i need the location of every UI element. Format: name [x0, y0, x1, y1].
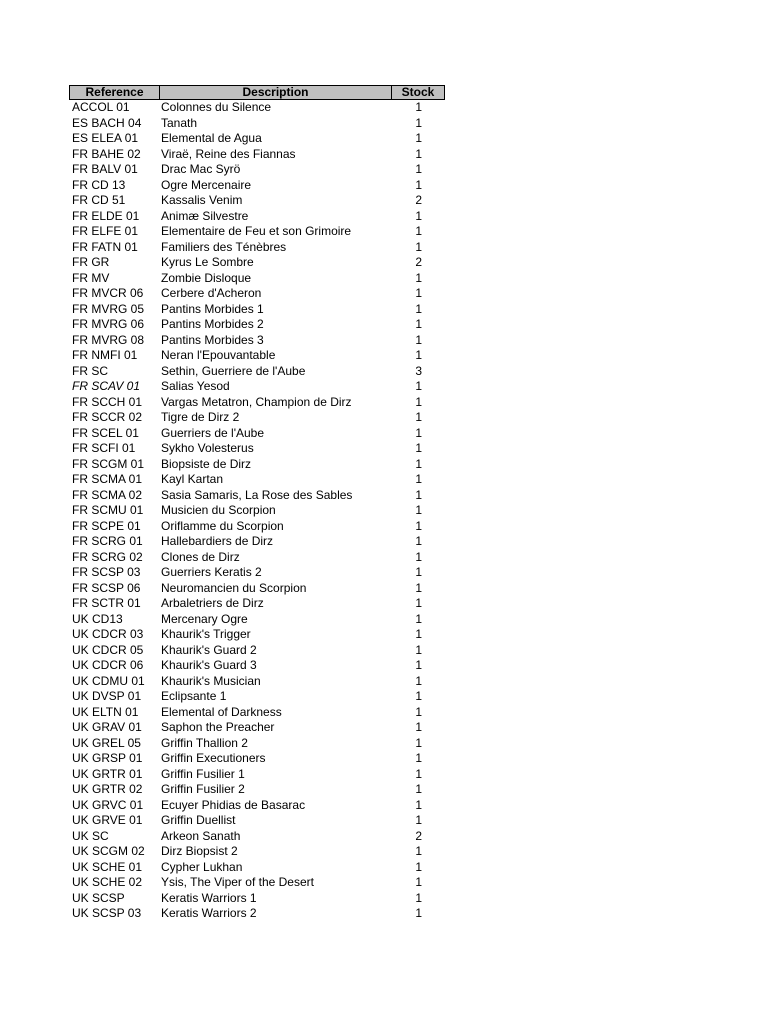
table-row [69, 875, 445, 891]
table-row [69, 643, 445, 659]
table-row [69, 286, 445, 302]
table-row [69, 813, 445, 829]
row-reference: FR GR [72, 255, 110, 269]
row-reference: FR MVRG 08 [72, 332, 145, 347]
table-row [69, 751, 445, 767]
row-stock: 1 [415, 720, 422, 734]
row-reference: FR SCGM 01 [72, 456, 145, 471]
row-reference: FR FATN 01 [72, 239, 138, 254]
row-reference: UK GRVC 01 [72, 797, 144, 812]
row-stock: 1 [415, 875, 422, 889]
row-description: Tanath [161, 115, 198, 130]
row-description: Griffin Duellist [161, 813, 236, 827]
row-reference: UK CDCR 05 [72, 642, 144, 657]
table-row [69, 829, 445, 845]
header-stock: Stock [401, 85, 435, 99]
row-stock: 1 [415, 766, 422, 781]
row-description: Khaurik's Trigger [161, 627, 251, 641]
row-description: Cypher Lukhan [161, 859, 243, 874]
row-reference: UK SCSP [72, 890, 125, 905]
row-description: Cerbere d'Acheron [161, 286, 262, 300]
row-reference: UK SCHE 01 [72, 859, 143, 874]
row-description: Dirz Biopsist 2 [161, 844, 238, 858]
row-reference: FR SCMU 01 [72, 503, 144, 517]
row-stock: 1 [415, 146, 422, 161]
table-row [69, 441, 445, 457]
table-row [69, 240, 445, 256]
row-stock: 1 [415, 379, 422, 393]
row-stock: 1 [415, 704, 422, 719]
row-reference: UK GREL 05 [72, 735, 141, 750]
row-stock: 1 [415, 627, 422, 641]
row-stock: 1 [415, 844, 422, 858]
row-reference: UK CDCR 03 [72, 627, 144, 641]
table-row [69, 472, 445, 488]
row-description: Elemental of Darkness [161, 704, 282, 719]
row-stock: 1 [415, 131, 422, 145]
row-reference: FR SCMA 01 [72, 472, 143, 486]
row-stock: 1 [415, 410, 422, 424]
row-description: Sethin, Guerriere de l'Aube [161, 363, 306, 378]
row-description: Keratis Warriors 1 [161, 890, 257, 905]
row-reference: FR MVRG 05 [72, 301, 145, 316]
table-row [69, 224, 445, 240]
table-row [69, 162, 445, 178]
row-stock: 1 [415, 286, 422, 300]
row-description: Pantins Morbides 1 [161, 301, 264, 316]
row-stock: 1 [415, 518, 422, 533]
table-row [69, 271, 445, 287]
stock-table [69, 85, 445, 922]
table-row [69, 581, 445, 597]
table-row [69, 379, 445, 395]
table-row [69, 333, 445, 349]
row-stock: 1 [415, 332, 422, 347]
row-description: Khaurik's Guard 3 [161, 658, 257, 672]
row-stock: 1 [415, 735, 422, 750]
row-reference: FR ELFE 01 [72, 224, 139, 238]
row-description: Viraë, Reine des Fiannas [161, 146, 296, 161]
table-row [69, 348, 445, 364]
row-reference: UK SCGM 02 [72, 844, 145, 858]
header-reference: Reference [70, 86, 160, 99]
row-description: Elementaire de Feu et son Grimoire [161, 224, 352, 238]
row-stock: 1 [415, 689, 422, 703]
row-reference: FR SCPE 01 [72, 518, 141, 533]
row-description: Familiers des Ténèbres [161, 239, 287, 254]
row-description: Oriflamme du Scorpion [161, 518, 284, 533]
row-stock: 1 [415, 813, 422, 827]
row-stock: 2 [415, 255, 422, 269]
row-description: Kayl Kartan [161, 472, 224, 486]
row-reference: FR CD 13 [72, 177, 126, 192]
row-description: Colonnes du Silence [161, 100, 272, 114]
row-stock: 1 [415, 658, 422, 672]
row-stock: 1 [415, 751, 422, 765]
row-reference: UK GRVE 01 [72, 813, 143, 827]
table-row [69, 317, 445, 333]
table-row [69, 457, 445, 473]
row-description: Zombie Disloque [161, 270, 252, 285]
row-stock: 1 [415, 503, 422, 517]
row-reference: FR SCSP 03 [72, 565, 141, 579]
table-row [69, 689, 445, 705]
row-description: Neran l'Epouvantable [161, 348, 276, 362]
row-reference: FR SCTR 01 [72, 596, 141, 610]
row-reference: UK CD13 [72, 611, 123, 626]
row-stock: 1 [415, 611, 422, 626]
row-stock: 1 [415, 100, 422, 114]
row-reference: FR BALV 01 [72, 162, 138, 176]
row-stock: 1 [415, 162, 422, 176]
row-reference: FR CD 51 [72, 193, 126, 207]
row-stock: 1 [415, 394, 422, 409]
row-description: Sasia Samaris, La Rose des Sables [161, 487, 353, 502]
table-row [69, 705, 445, 721]
table-row [69, 503, 445, 519]
row-reference: FR SCAV 01 [72, 379, 141, 393]
row-description: Ogre Mercenaire [161, 177, 252, 192]
row-stock: 1 [415, 782, 422, 796]
row-stock: 1 [415, 534, 422, 548]
table-row [69, 147, 445, 163]
row-stock: 1 [415, 859, 422, 874]
row-reference: FR ELDE 01 [72, 208, 140, 223]
table-row [69, 798, 445, 814]
row-description: Khaurik's Guard 2 [161, 642, 257, 657]
row-description: Khaurik's Musician [161, 673, 261, 688]
row-reference: UK GRTR 02 [72, 782, 143, 796]
row-description: Saphon the Preacher [161, 720, 275, 734]
row-stock: 1 [415, 472, 422, 486]
table-row [69, 782, 445, 798]
row-description: Pantins Morbides 3 [161, 332, 264, 347]
row-stock: 1 [415, 580, 422, 595]
row-stock: 1 [415, 317, 422, 331]
row-reference: FR SCCH 01 [72, 394, 143, 409]
row-stock: 1 [415, 565, 422, 579]
table-row [69, 736, 445, 752]
row-stock: 1 [415, 270, 422, 285]
row-stock: 1 [415, 673, 422, 688]
row-reference: ES BACH 04 [72, 115, 142, 130]
row-stock: 1 [415, 441, 422, 455]
table-row [69, 627, 445, 643]
row-stock: 1 [415, 456, 422, 471]
row-reference: UK DVSP 01 [72, 689, 142, 703]
table-row [69, 550, 445, 566]
table-row [69, 426, 445, 442]
row-reference: UK SC [72, 828, 109, 843]
row-description: Eclipsante 1 [161, 689, 227, 703]
row-stock: 1 [415, 596, 422, 610]
table-row [69, 255, 445, 271]
row-reference: FR NMFI 01 [72, 348, 138, 362]
row-description: Ecuyer Phidias de Basarac [161, 797, 306, 812]
row-reference: FR MV [72, 270, 110, 285]
row-description: Neuromancien du Scorpion [161, 580, 307, 595]
row-stock: 2 [415, 828, 422, 843]
row-reference: UK SCSP 03 [72, 906, 142, 920]
row-reference: FR BAHE 02 [72, 146, 141, 161]
table-header [69, 85, 445, 100]
row-description: Kyrus Le Sombre [161, 255, 254, 269]
row-reference: UK ELTN 01 [72, 704, 139, 719]
table-row [69, 395, 445, 411]
row-stock: 1 [415, 208, 422, 223]
row-reference: ACCOL 01 [72, 100, 130, 114]
row-description: Salias Yesod [161, 379, 230, 393]
table-row [69, 906, 445, 922]
row-reference: UK SCHE 02 [72, 875, 143, 889]
row-description: Ysis, The Viper of the Desert [161, 875, 314, 889]
row-description: Griffin Fusilier 2 [161, 782, 245, 796]
row-description: Vargas Metatron, Champion de Dirz [161, 394, 352, 409]
row-description: Tigre de Dirz 2 [161, 410, 240, 424]
row-stock: 1 [415, 549, 422, 564]
table-row [69, 193, 445, 209]
row-description: Animæ Silvestre [161, 208, 249, 223]
table-row [69, 519, 445, 535]
table-row [69, 131, 445, 147]
table-row [69, 891, 445, 907]
row-reference: FR SCMA 02 [72, 487, 143, 502]
header-description: Description [160, 86, 392, 99]
row-description: Arkeon Sanath [161, 828, 241, 843]
row-stock: 1 [415, 797, 422, 812]
row-reference: UK GRAV 01 [72, 720, 142, 734]
row-stock: 1 [415, 348, 422, 362]
table-row [69, 565, 445, 581]
row-stock: 1 [415, 301, 422, 316]
row-reference: FR SC [72, 363, 108, 378]
table-row [69, 860, 445, 876]
row-stock: 1 [415, 890, 422, 905]
row-reference: FR SCSP 06 [72, 580, 141, 595]
row-description: Pantins Morbides 2 [161, 317, 264, 331]
table-row [69, 209, 445, 225]
row-description: Sykho Volesterus [161, 441, 254, 455]
row-stock: 1 [415, 224, 422, 238]
row-reference: UK CDMU 01 [72, 673, 145, 688]
table-row [69, 100, 445, 116]
table-row [69, 658, 445, 674]
row-reference: UK GRSP 01 [72, 751, 143, 765]
row-description: Elemental de Agua [161, 131, 262, 145]
row-description: Keratis Warriors 2 [161, 906, 257, 920]
table-row [69, 116, 445, 132]
row-reference: FR SCFI 01 [72, 441, 136, 455]
row-stock: 1 [415, 906, 422, 920]
row-reference: UK CDCR 06 [72, 658, 144, 672]
table-row [69, 364, 445, 380]
table-row [69, 596, 445, 612]
row-description: Clones de Dirz [161, 549, 240, 564]
row-reference: FR SCRG 01 [72, 534, 143, 548]
table-row [69, 767, 445, 783]
row-description: Drac Mac Syrö [161, 162, 241, 176]
row-reference: FR SCEL 01 [72, 425, 139, 440]
row-stock: 1 [415, 177, 422, 192]
row-description: Griffin Thallion 2 [161, 735, 248, 750]
row-stock: 1 [415, 239, 422, 254]
row-stock: 3 [415, 363, 422, 378]
row-description: Arbaletriers de Dirz [161, 596, 264, 610]
row-description: Hallebardiers de Dirz [161, 534, 274, 548]
table-row [69, 674, 445, 690]
row-description: Biopsiste de Dirz [161, 456, 252, 471]
row-stock: 2 [415, 193, 422, 207]
table-row [69, 612, 445, 628]
row-reference: FR SCRG 02 [72, 549, 143, 564]
row-description: Griffin Executioners [161, 751, 266, 765]
row-reference: UK GRTR 01 [72, 766, 143, 781]
table-row [69, 720, 445, 736]
row-description: Griffin Fusilier 1 [161, 766, 245, 781]
row-reference: FR MVCR 06 [72, 286, 144, 300]
row-description: Kassalis Venim [161, 193, 243, 207]
table-row [69, 488, 445, 504]
row-description: Guerriers de l'Aube [161, 425, 265, 440]
table-body [69, 100, 445, 922]
row-description: Guerriers Keratis 2 [161, 565, 262, 579]
row-description: Mercenary Ogre [161, 611, 248, 626]
table-row [69, 178, 445, 194]
table-row [69, 410, 445, 426]
row-stock: 1 [415, 487, 422, 502]
row-stock: 1 [415, 425, 422, 440]
row-reference: FR MVRG 06 [72, 317, 145, 331]
row-stock: 1 [415, 642, 422, 657]
row-reference: FR SCCR 02 [72, 410, 143, 424]
row-description: Musicien du Scorpion [161, 503, 276, 517]
table-row [69, 844, 445, 860]
row-stock: 1 [415, 115, 422, 130]
row-reference: ES ELEA 01 [72, 131, 139, 145]
table-row [69, 302, 445, 318]
table-row [69, 534, 445, 550]
